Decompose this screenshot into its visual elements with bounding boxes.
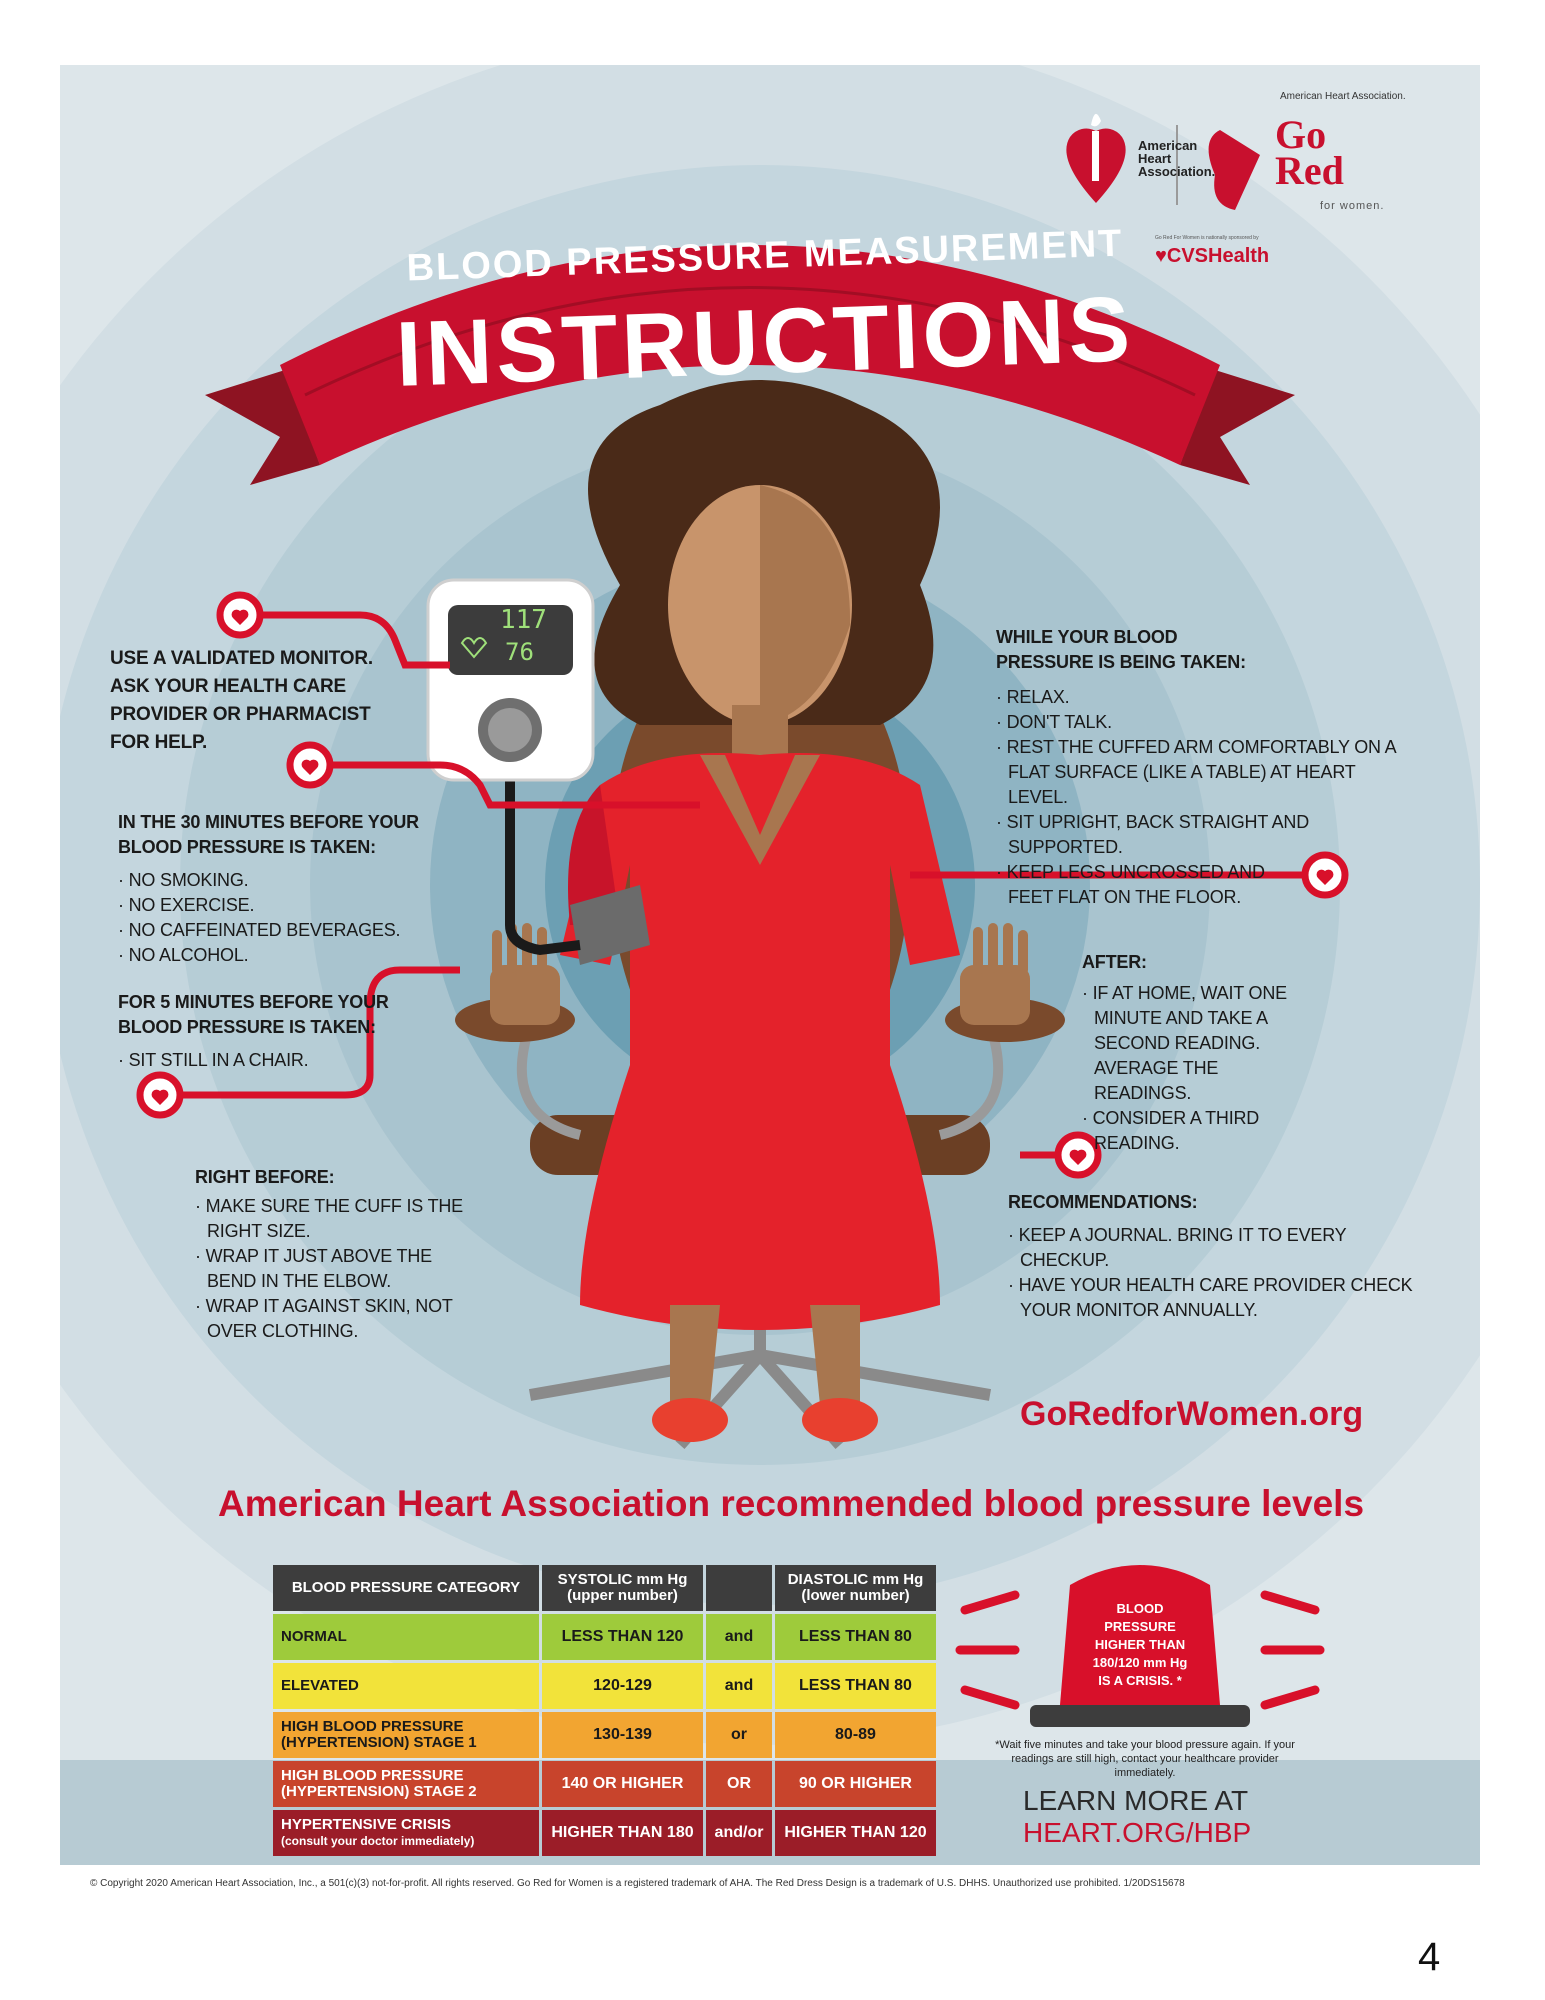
list-item: · KEEP A JOURNAL. BRING IT TO EVERY CHECKUP.	[1008, 1223, 1418, 1273]
cell-systolic	[542, 1614, 703, 1660]
cell-systolic-text: HIGHER THAN 180	[551, 1824, 694, 1841]
cell-diastolic	[775, 1712, 936, 1758]
list-item: · KEEP LEGS UNCROSSED AND FEET FLAT ON THE FLOOR.	[996, 860, 1308, 910]
cell-diastolic	[775, 1761, 936, 1807]
cell-conj-text: OR	[727, 1775, 751, 1792]
cell-diastolic-text: 80-89	[835, 1726, 876, 1743]
while-taken-heading: WHILE YOUR BLOOD PRESSURE IS BEING TAKEN:	[996, 627, 1246, 672]
cell-conj-text: or	[731, 1726, 747, 1743]
list-item: · WRAP IT AGAINST SKIN, NOT OVER CLOTHING.	[195, 1294, 475, 1344]
cell-category	[273, 1712, 539, 1758]
website-link[interactable]: GoRedforWomen.org	[1020, 1395, 1364, 1433]
list-item: · NO EXERCISE.	[118, 893, 448, 918]
table-body	[273, 1614, 936, 1856]
cvs-logo-text: CVSHealth	[1166, 245, 1270, 267]
cell-category-text: HIGH BLOOD PRESSURE (HYPERTENSION) STAGE 1	[281, 1718, 477, 1751]
monitor-diastolic: 76	[505, 638, 534, 666]
cell-conj-text: and	[724, 1628, 754, 1645]
table-header-row	[273, 1565, 936, 1611]
after-section	[1082, 950, 1332, 1156]
before-30-list	[118, 868, 448, 968]
list-item: · SIT UPRIGHT, BACK STRAIGHT AND SUPPORTED.	[996, 810, 1416, 860]
list-item: · CONSIDER A THIRD READING.	[1082, 1106, 1294, 1156]
crisis-line-5: IS A CRISIS. *	[1098, 1673, 1182, 1688]
aha-logo-line-1: American	[1138, 138, 1198, 153]
cell-systolic	[542, 1761, 703, 1807]
list-item: · MAKE SURE THE CUFF IS THE RIGHT SIZE.	[195, 1194, 475, 1244]
cell-systolic-text: 130-139	[593, 1726, 652, 1743]
cell-conj-text: and/or	[714, 1824, 764, 1841]
cell-conj	[706, 1712, 772, 1758]
cell-diastolic-text: HIGHER THAN 120	[784, 1824, 927, 1841]
right-before-section	[195, 1165, 475, 1344]
sponsor-note: Go Red For Women is nationally sponsored by	[1155, 235, 1259, 241]
levels-title: American Heart Association recommended blood pressure levels	[218, 1483, 1365, 1524]
copyright-text: © Copyright 2020 American Heart Association, Inc., a 501(c)(3) not-for-profit. All rights reserved. Go Red for Women is a registered trademark of AHA. The Red Dress Design is a trademark of U.S. DHHS. Unauthorized use prohibited. 1/20DS15678	[90, 1878, 1185, 1889]
cell-diastolic-text: LESS THAN 80	[799, 1677, 912, 1694]
recommendations-section	[1008, 1190, 1418, 1323]
table-row	[273, 1712, 936, 1758]
cell-systolic	[542, 1712, 703, 1758]
list-item: · DON'T TALK.	[996, 710, 1416, 735]
cvs-heart-icon: ♥	[1155, 245, 1167, 267]
cell-diastolic	[775, 1810, 936, 1856]
right-before-list	[195, 1194, 475, 1344]
cell-systolic-text: LESS THAN 120	[561, 1628, 684, 1645]
aha-logo-text	[1138, 139, 1215, 178]
recommendations-list	[1008, 1223, 1418, 1323]
list-item: · NO SMOKING.	[118, 868, 448, 893]
before-30-section	[118, 810, 448, 968]
learn-more-link[interactable]: HEART.ORG/HBP	[1023, 1817, 1252, 1848]
table-row	[273, 1614, 936, 1660]
header-diastolic: DIASTOLIC mm Hg (lower number)	[775, 1565, 936, 1611]
monitor-systolic: 117	[500, 605, 547, 635]
crisis-line-3: HIGHER THAN	[1094, 1637, 1186, 1652]
for-women-label: for women.	[1320, 200, 1385, 212]
title-line-1: BLOOD PRESSURE MEASUREMENT	[405, 222, 1125, 290]
aha-top-label: American Heart Association.	[1280, 91, 1406, 102]
crisis-line-2: PRESSURE	[1104, 1619, 1176, 1634]
header-conj	[706, 1565, 772, 1611]
cell-category	[273, 1761, 539, 1807]
cell-category-text: ELEVATED	[281, 1677, 359, 1694]
list-item: · RELAX.	[996, 685, 1416, 710]
cell-category-text: HYPERTENSIVE CRISIS	[281, 1816, 452, 1833]
list-item: · REST THE CUFFED ARM COMFORTABLY ON A FLAT SURFACE (LIKE A TABLE) AT HEART LEVEL.	[996, 735, 1416, 810]
go-red-line-1: Go	[1275, 112, 1327, 157]
learn-more-line-1: LEARN MORE AT	[1023, 1785, 1249, 1816]
after-heading: AFTER:	[1082, 952, 1147, 972]
while-taken-list	[996, 685, 1416, 910]
bp-levels-table	[270, 1562, 980, 1859]
cell-category	[273, 1663, 539, 1709]
crisis-line-1: BLOOD	[1116, 1601, 1164, 1616]
before-5-heading: FOR 5 MINUTES BEFORE YOUR BLOOD PRESSURE IS TAKEN:	[118, 992, 389, 1037]
cell-systolic	[542, 1663, 703, 1709]
recommendations-heading: RECOMMENDATIONS:	[1008, 1192, 1198, 1212]
list-item: · IF AT HOME, WAIT ONE MINUTE AND TAKE A SECOND READING. AVERAGE THE READINGS.	[1082, 981, 1314, 1106]
page-number: 4	[1418, 1935, 1441, 1979]
list-item: · HAVE YOUR HEALTH CARE PROVIDER CHECK YOUR MONITOR ANNUALLY.	[1008, 1273, 1418, 1323]
cell-conj	[706, 1761, 772, 1807]
table-row	[273, 1663, 936, 1709]
header-category: BLOOD PRESSURE CATEGORY	[273, 1565, 539, 1611]
cell-category-note: (consult your doctor immediately)	[281, 1834, 475, 1848]
go-red-line-2: Red	[1275, 148, 1344, 193]
before-5-list	[118, 1048, 438, 1073]
validated-monitor-heading: USE A VALIDATED MONITOR. ASK YOUR HEALTH CARE PROVIDER OR PHARMACIST FOR HELP.	[110, 648, 373, 753]
cell-conj	[706, 1663, 772, 1709]
go-red-logo	[1275, 112, 1344, 193]
cell-systolic	[542, 1810, 703, 1856]
before-5-section	[118, 990, 438, 1073]
aha-logo-line-2: Heart	[1138, 151, 1172, 166]
title-line-2: INSTRUCTIONS	[394, 278, 1136, 406]
cell-diastolic	[775, 1614, 936, 1660]
cell-diastolic-text: 90 OR HIGHER	[799, 1775, 912, 1792]
crisis-text	[1063, 1600, 1217, 1690]
cell-conj-text: and	[724, 1677, 754, 1694]
crisis-line-4: 180/120 mm Hg	[1092, 1655, 1188, 1670]
aha-logo-line-3: Association.	[1138, 164, 1216, 179]
right-before-heading: RIGHT BEFORE:	[195, 1167, 335, 1187]
cell-conj	[706, 1614, 772, 1660]
before-30-heading: IN THE 30 MINUTES BEFORE YOUR BLOOD PRESSURE IS TAKEN:	[118, 812, 419, 857]
table-row	[273, 1761, 936, 1807]
header-systolic: SYSTOLIC mm Hg (upper number)	[542, 1565, 703, 1611]
after-list	[1082, 981, 1332, 1156]
list-item: · NO CAFFEINATED BEVERAGES.	[118, 918, 448, 943]
cell-systolic-text: 120-129	[593, 1677, 652, 1694]
crisis-note: *Wait five minutes and take your blood pressure again. If your readings are still high, contact your healthcare provider immediately.	[995, 1739, 1295, 1779]
cell-diastolic-text: LESS THAN 80	[799, 1628, 912, 1645]
cell-systolic-text: 140 OR HIGHER	[561, 1775, 684, 1792]
cell-category	[273, 1614, 539, 1660]
table-row	[273, 1810, 936, 1856]
cell-category-text: NORMAL	[281, 1628, 347, 1645]
cell-category-text: HIGH BLOOD PRESSURE (HYPERTENSION) STAGE 2	[281, 1767, 477, 1800]
list-item: · NO ALCOHOL.	[118, 943, 448, 968]
cell-category	[273, 1810, 539, 1856]
bp-table	[270, 1562, 939, 1859]
cell-diastolic	[775, 1663, 936, 1709]
while-taken-section	[996, 625, 1416, 910]
list-item: · SIT STILL IN A CHAIR.	[118, 1048, 438, 1073]
list-item: · WRAP IT JUST ABOVE THE BEND IN THE ELBOW.	[195, 1244, 475, 1294]
poster	[60, 65, 1480, 1865]
cell-conj	[706, 1810, 772, 1856]
